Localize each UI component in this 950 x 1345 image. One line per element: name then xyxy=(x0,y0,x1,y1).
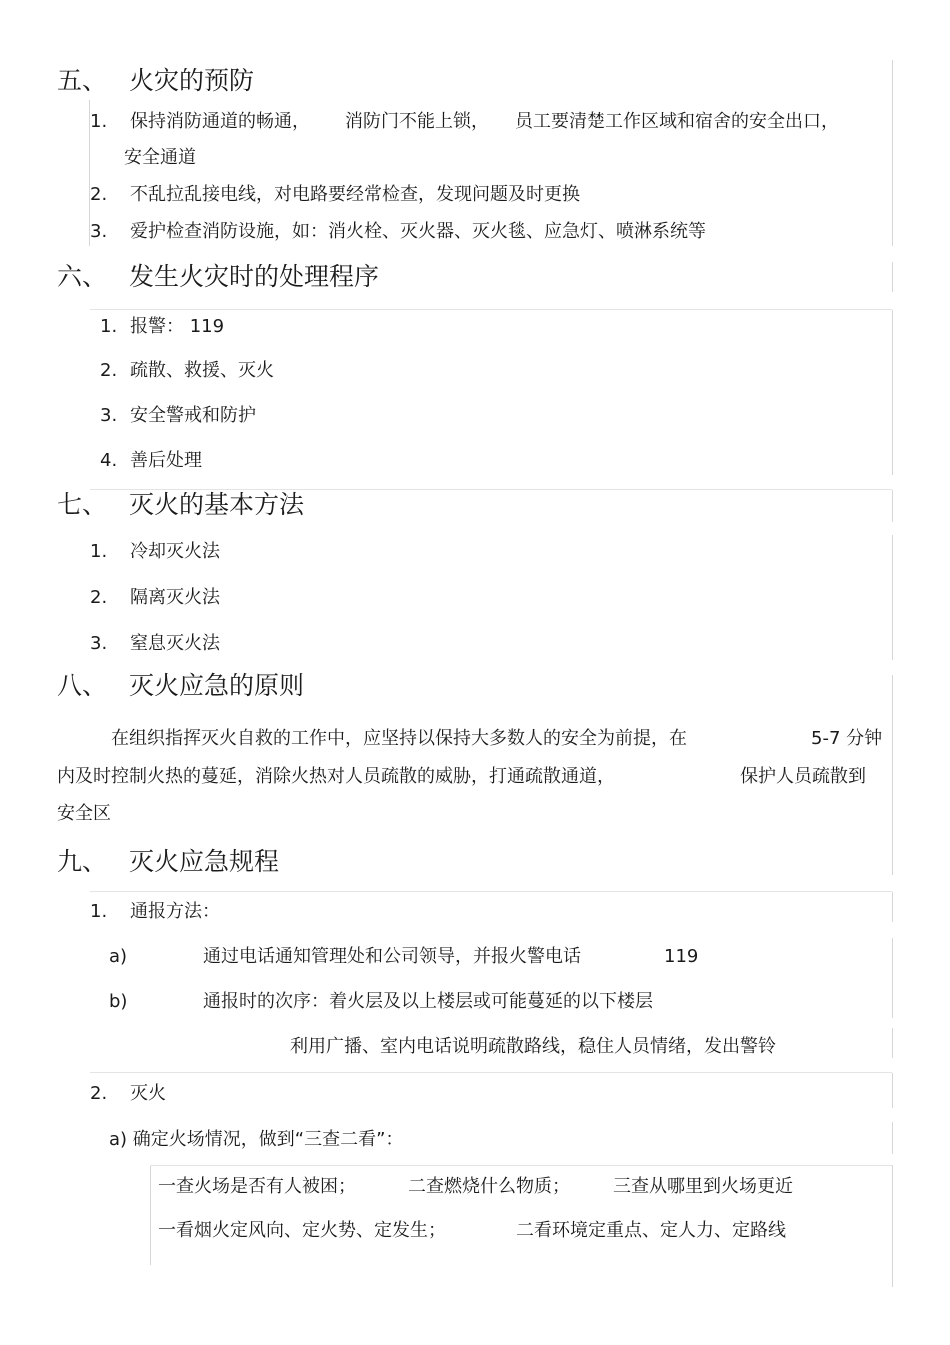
border-line xyxy=(892,310,893,475)
sub-item-text: 通报时的次序：着火层及以上楼层或可能蔓延的以下楼层 xyxy=(203,991,653,1012)
list-item-number: 3. xyxy=(90,633,108,654)
list-item-text: 善后处理 xyxy=(130,450,202,471)
look-text: 一看烟火定风向、定火势、定发生； xyxy=(158,1220,446,1241)
sub-item-text: a) 确定火场情况，做到“三查二看”： xyxy=(109,1129,404,1150)
list-item-text: 灭火 xyxy=(130,1083,166,1104)
list-item-number: 3. xyxy=(100,405,118,426)
paragraph-text: 安全区 xyxy=(57,803,111,824)
section-number: 九、 xyxy=(57,847,108,876)
paragraph-text: 在组织指挥灭火自救的工作中，应坚持以保持大多数人的安全为前提，在 xyxy=(111,728,687,749)
list-item-text: 不乱拉乱接电线，对电路要经常检查，发现问题及时更换 xyxy=(130,184,580,205)
border-line xyxy=(892,938,893,1018)
border-line xyxy=(90,1072,892,1073)
border-line xyxy=(892,1122,893,1154)
list-item-number: 1. xyxy=(90,901,108,922)
paragraph-text: 内及时控制火热的蔓延，消除火热对人员疏散的威胁，打通疏散通道， xyxy=(57,766,615,787)
list-item-text: 报警： 119 xyxy=(130,316,225,337)
list-item-text: 隔离灭火法 xyxy=(130,587,220,608)
list-item-text: 保持消防通道的畅通， xyxy=(130,111,310,132)
list-item-text: 员工要清楚工作区域和宿舍的安全出口， xyxy=(515,111,839,132)
paragraph-text: 5-7 分钟 xyxy=(811,728,883,749)
list-item-text: 疏散、救援、灭火 xyxy=(130,360,274,381)
section-heading-7 xyxy=(57,490,304,520)
section-heading-5 xyxy=(57,66,254,96)
list-item-text: 安全警戒和防护 xyxy=(130,405,256,426)
section-heading-9 xyxy=(57,847,279,877)
list-item-text: 通报方法： xyxy=(130,901,220,922)
paragraph-text: 保护人员疏散到 xyxy=(740,766,866,787)
check-text: 一查火场是否有人被困； xyxy=(158,1176,356,1197)
border-line xyxy=(892,675,893,875)
list-item-number: 1. xyxy=(90,111,108,132)
border-line xyxy=(892,490,893,522)
border-line xyxy=(892,535,893,660)
section-number: 七、 xyxy=(57,490,108,519)
section-title: 灭火应急规程 xyxy=(129,847,280,876)
list-item-text: 爱护检查消防设施，如：消火栓、灭火器、灭火毯、应急灯、喷淋系统等 xyxy=(130,221,706,242)
border-line xyxy=(90,891,892,892)
border-line xyxy=(892,1073,893,1108)
section-number: 八、 xyxy=(57,671,108,700)
look-text: 二看环境定重点、定人力、定路线 xyxy=(516,1220,786,1241)
section-title: 灭火应急的原则 xyxy=(129,671,305,700)
section-title: 火灾的预防 xyxy=(129,66,255,95)
border-line xyxy=(892,892,893,922)
border-line xyxy=(892,1165,893,1287)
section-heading-8 xyxy=(57,671,304,701)
list-item-number: 3. xyxy=(90,221,108,242)
check-text: 三查从哪里到火场更近 xyxy=(613,1176,793,1197)
border-line xyxy=(90,309,892,310)
list-item-number: 4. xyxy=(100,450,118,471)
sub-item-label: b) xyxy=(109,991,128,1012)
list-item-number: 2. xyxy=(90,184,108,205)
border-line xyxy=(892,1028,893,1058)
phone-number: 119 xyxy=(664,946,699,967)
border-line xyxy=(892,60,893,246)
list-item-number: 1. xyxy=(100,316,118,337)
list-item-number: 2. xyxy=(90,1083,108,1104)
list-item-number: 1. xyxy=(90,541,108,562)
border-line xyxy=(892,262,893,292)
sub-item-text: 利用广播、室内电话说明疏散路线，稳住人员情绪，发出警铃 xyxy=(290,1036,776,1057)
list-item-number: 2. xyxy=(100,360,118,381)
border-line xyxy=(150,1165,151,1265)
sub-item-text: 通过电话通知管理处和公司领导，并报火警电话 xyxy=(203,946,581,967)
list-item-text: 安全通道 xyxy=(124,147,196,168)
section-title: 发生火灾时的处理程序 xyxy=(129,262,380,291)
list-item-text: 冷却灭火法 xyxy=(130,541,220,562)
list-item-text: 消防门不能上锁， xyxy=(345,111,489,132)
list-item-text: 窒息灭火法 xyxy=(130,633,220,654)
sub-item-label: a) xyxy=(109,946,128,967)
section-number: 六、 xyxy=(57,262,108,291)
section-title: 灭火的基本方法 xyxy=(129,490,305,519)
section-number: 五、 xyxy=(57,66,108,95)
border-line xyxy=(150,1165,892,1166)
section-heading-6 xyxy=(57,262,379,292)
list-item-number: 2. xyxy=(90,587,108,608)
check-text: 二查燃烧什么物质； xyxy=(408,1176,570,1197)
